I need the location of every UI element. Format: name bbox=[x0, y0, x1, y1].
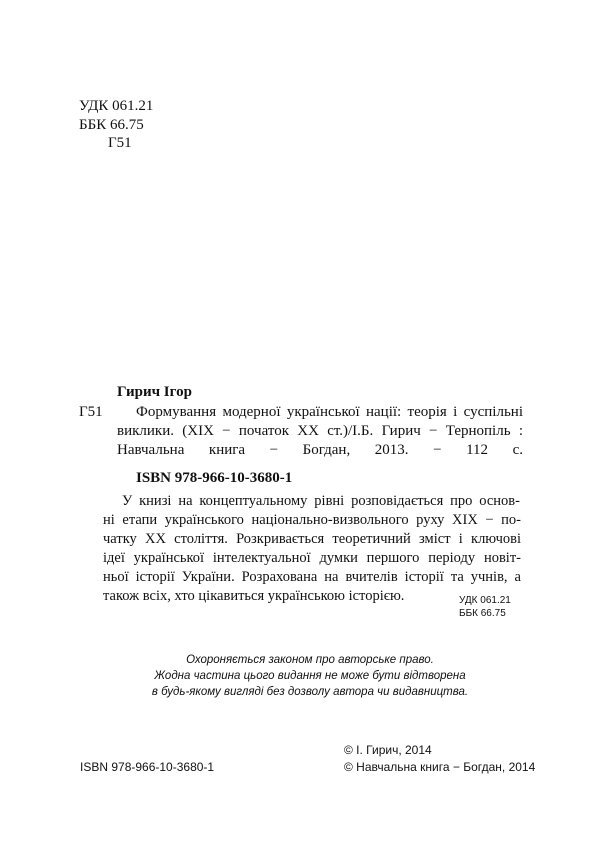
bibliographic-line-1: Формування модерної української нації: теорія і суспільні bbox=[136, 404, 523, 420]
abstract-line-2: ні етапи українського національно-визвольного руху XIX − по- bbox=[103, 512, 521, 528]
abstract-line-6: також всіх, хто цікавиться українською історією. bbox=[103, 588, 405, 604]
copyright-notice-line-2: Жодна частина цього видання не може бути відтворена bbox=[154, 670, 466, 682]
bibliographic-line-2: виклики. (XIX − початок XX ст.)/І.Б. Гирич − Тернопіль : bbox=[117, 423, 523, 439]
abstract-line-5: ньої історії України. Розрахована на вчителів історії та учнів, а bbox=[103, 569, 521, 585]
copyright-notice-line-1: Охороняється законом про авторське право. bbox=[186, 654, 434, 666]
author-mark-record: Г51 bbox=[79, 404, 103, 420]
isbn-record: ISBN 978-966-10-3680-1 bbox=[136, 470, 293, 486]
copyright-author: © І. Гирич, 2014 bbox=[344, 743, 432, 757]
author-name: Гирич Ігор bbox=[117, 384, 192, 400]
author-mark-top: Г51 bbox=[108, 135, 132, 151]
copyright-publisher: © Навчальна книга − Богдан, 2014 bbox=[344, 760, 536, 774]
bbk-code-top: ББК 66.75 bbox=[79, 117, 144, 133]
abstract-line-3: чатку XX століття. Розкривається теоретичний зміст і ключові bbox=[103, 531, 521, 547]
isbn-footer: ISBN 978-966-10-3680-1 bbox=[80, 760, 215, 774]
bibliographic-line-3: Навчальна книга − Богдан, 2013. − 112 с. bbox=[117, 442, 523, 458]
bbk-code-small: ББК 66.75 bbox=[459, 608, 506, 619]
abstract-line-1: У книзі на концептуальному рівні розповідається про основ- bbox=[122, 493, 520, 509]
copyright-notice-line-3: в будь-якому вигляді без дозволу автора чи видавництва. bbox=[151, 686, 469, 698]
abstract-line-4: ідеї української інтелектуальної думки першого періоду новіт- bbox=[103, 550, 521, 566]
udk-code-small: УДК 061.21 bbox=[459, 595, 511, 606]
udk-code-top: УДК 061.21 bbox=[79, 98, 154, 114]
